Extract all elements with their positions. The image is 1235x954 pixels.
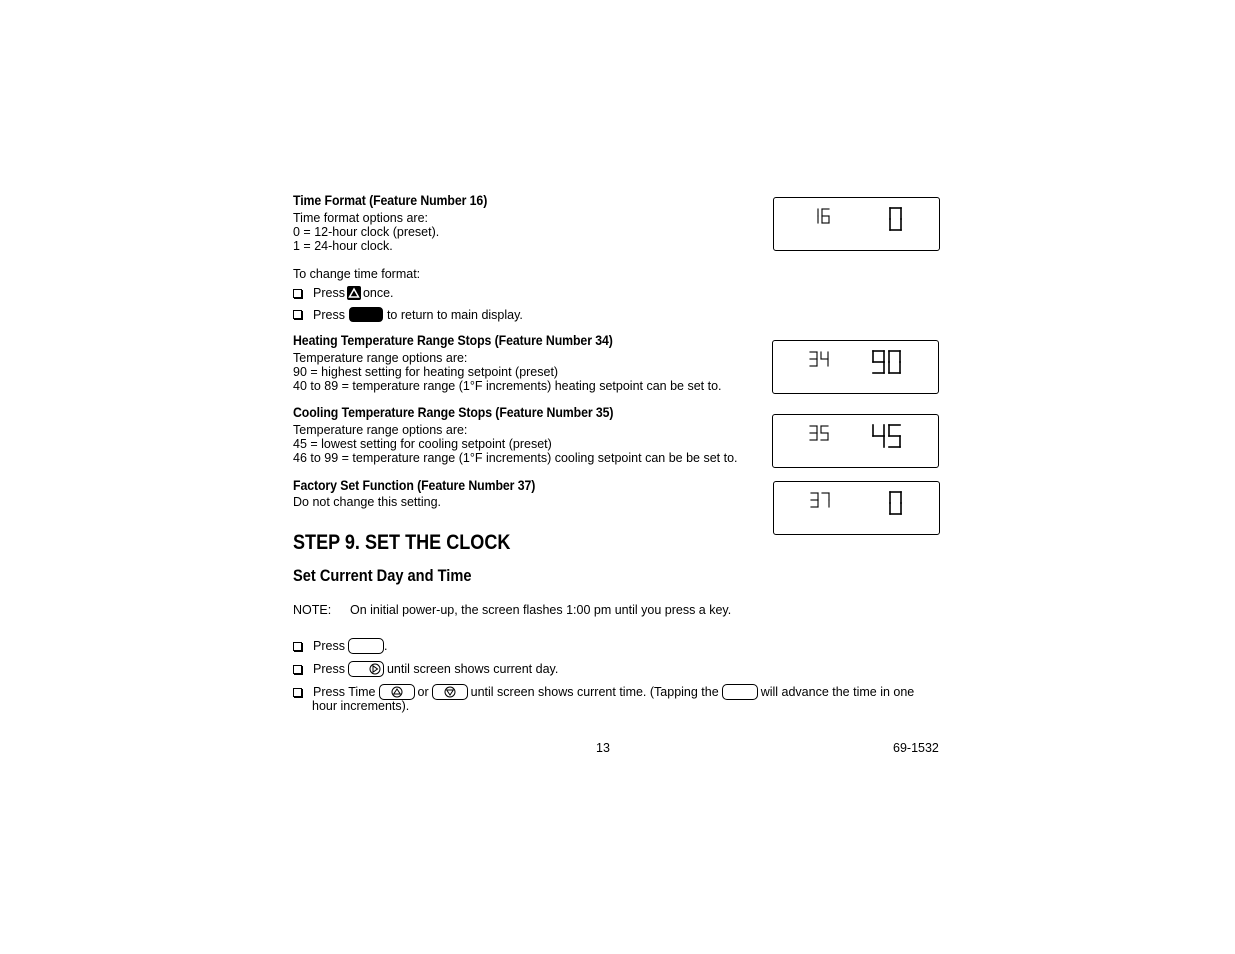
down-arrow-key-icon [432,684,468,700]
body-line: Temperature range options are: [293,351,468,365]
bullet-text: Press Time [313,685,376,699]
document-number: 69-1532 [893,741,939,755]
factory-text: Do not change this setting. [293,495,442,509]
lcd-feature-value [873,351,900,373]
body-line: 0 = 12-hour clock (preset). [293,225,440,239]
lcd-display-feature-34 [772,340,939,394]
body-line: Temperature range options are: [293,423,468,437]
body-line: Time format options are: [293,211,429,225]
bullet-text: or [417,685,429,699]
note-text: On initial power-up, the screen flashes 1:00 pm until you press a key. [350,603,732,617]
section-title-factory: Factory Set Function (Feature Number 37) [293,477,536,493]
section-title-cooling: Cooling Temperature Range Stops (Feature Number 35) [293,404,614,420]
lcd-feature-value [873,425,900,447]
up-arrow-key-icon [379,684,415,700]
checkbox-bullet-icon [293,310,302,319]
heating-options-text [293,351,722,393]
lcd-feature-value [890,208,901,230]
checkbox-bullet-icon [293,665,302,674]
bullet-text: will advance the time in one [760,685,915,699]
lcd-digits [774,482,938,533]
body-line: 45 = lowest setting for cooling setpoint (preset) [293,437,552,451]
bullet-text: until screen shows current day. [386,662,559,676]
checkbox-bullet-icon [293,289,302,298]
bullet-text: once. [362,286,394,300]
lcd-digits [773,341,937,392]
lcd-feature-number [810,352,828,366]
lcd-digits [774,198,938,249]
step-subtitle: Set Current Day and Time [293,566,472,585]
black-key-icon [349,307,383,322]
bullet-text: Press [313,307,345,322]
right-arrow-key-icon [348,661,384,677]
blank-key-icon [348,638,384,654]
page-number: 13 [596,741,610,755]
up-arrow-key-icon [347,286,361,300]
body-line: 46 to 99 = temperature range (1°F increments) cooling setpoint can be be set to. [293,451,738,465]
step-title: STEP 9. SET THE CLOCK [293,531,511,554]
note-label: NOTE: [293,603,332,617]
instruction-bullet [293,661,558,677]
change-time-format-intro: To change time format: [293,267,421,281]
section-title-heating: Heating Temperature Range Stops (Feature Number 34) [293,332,613,348]
body-line: 1 = 24-hour clock. [293,239,393,253]
bullet-text: . [383,639,388,653]
blank-key-icon [722,684,758,700]
bullet-text: Press [313,662,345,676]
instruction-bullet [293,684,914,700]
instruction-bullet [293,307,523,322]
cooling-options-text [293,423,738,465]
bullet-text: Press [313,286,345,300]
checkbox-bullet-icon [293,688,302,697]
bullet-text: to return to main display. [386,307,523,322]
instruction-bullet [293,638,387,654]
bullet-text: Press [313,639,345,653]
lcd-feature-value [890,492,901,514]
section-title-time-format: Time Format (Feature Number 16) [293,192,488,208]
instruction-bullet [293,286,394,300]
lcd-display-feature-35 [772,414,939,468]
lcd-display-feature-16 [773,197,940,251]
checkbox-bullet-icon [293,642,302,651]
body-line: 90 = highest setting for heating setpoint (preset) [293,365,559,379]
lcd-feature-number [818,209,829,223]
lcd-feature-number [810,426,828,440]
lcd-display-feature-37 [773,481,940,535]
bullet-text: until screen shows current time. (Tapping the [470,685,719,699]
bullet-continuation: hour increments). [312,699,410,713]
time-format-options-text [293,211,439,253]
body-line: 40 to 89 = temperature range (1°F increments) heating setpoint can be set to. [293,379,722,393]
lcd-feature-number [811,493,829,507]
lcd-digits [773,415,937,466]
